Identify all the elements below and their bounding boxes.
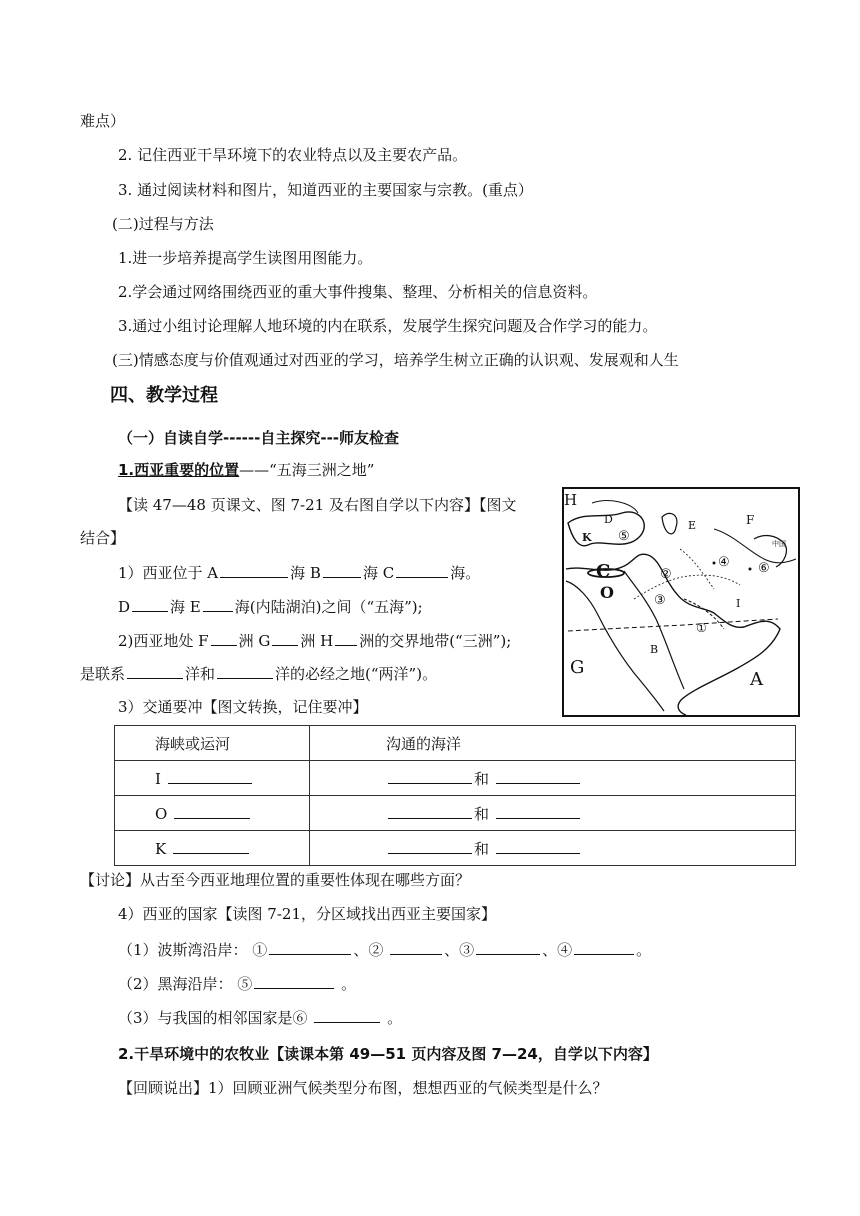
q-text: 。 [341,975,357,993]
text-line: 难点） [80,112,126,130]
section-heading: 四、教学过程 [110,385,218,406]
answer-blank[interactable] [254,974,334,989]
strait-name: I [155,769,161,788]
table-row [115,831,796,866]
text-line: 1.进一步培养提高学生读图用图能力。 [118,249,373,267]
answer-blank[interactable] [388,804,472,819]
question-line [118,563,480,583]
map-label-K: K [582,531,592,544]
question-line [118,631,511,651]
answer-blank[interactable] [390,940,442,955]
answer-blank[interactable] [323,563,361,578]
and-text: 和 [474,804,490,823]
text-line: 2. 记住西亚干旱环境下的农业特点以及主要农产品。 [118,146,468,164]
map-label-O: O [600,583,614,602]
topic-heading [118,1044,658,1064]
answer-blank[interactable] [132,597,168,612]
map-label-D: D [604,513,613,526]
map-number-2: ② [660,567,672,582]
map-label-E: E [688,519,697,532]
straits-table [114,725,796,866]
answer-blank[interactable] [496,769,580,784]
map-label-A: A [750,669,763,690]
answer-blank[interactable] [476,940,540,955]
q-text: 2)西亚地处 F [118,632,209,650]
table-header: 海峡或运河 [115,726,310,761]
text-line: (二)过程与方法 [112,215,214,233]
answer-blank[interactable] [314,1008,380,1023]
q-text: 海 E [170,598,201,616]
map-number-1: ① [696,621,707,635]
answer-blank[interactable] [211,631,237,646]
strait-name: O [155,804,168,823]
answer-blank[interactable] [220,563,288,578]
answer-blank[interactable] [269,940,351,955]
q-text: （3）与我国的相邻国家是⑥ [118,1009,308,1027]
answer-blank[interactable] [127,664,183,679]
text-line: 结合】 [80,529,126,547]
strait-name: K [155,839,167,858]
answer-blank[interactable] [388,839,472,854]
answer-blank[interactable] [168,769,252,784]
q-text: 。 [387,1009,403,1027]
topic-heading [118,460,374,480]
answer-blank[interactable] [217,664,273,679]
answer-blank[interactable] [496,804,580,819]
topic-subtitle: 【读课本第 49—51 页内容及图 7—24，自学以下内容】 [269,1045,658,1063]
question-line [118,597,423,617]
question-line [118,1008,402,1028]
q-text: 洋的必经之地(“两洋”)。 [275,665,438,683]
text-line: 【回顾说出】1）回顾亚洲气候类型分布图，想想西亚的气候类型是什么？ [118,1079,608,1097]
text-line: 2.学会通过网络围绕西亚的重大事件搜集、整理、分析相关的信息资料。 [118,283,598,301]
text-line: 3. 通过阅读材料和图片，知道西亚的主要国家与宗教。(重点） [118,181,533,199]
answer-blank[interactable] [174,804,250,819]
answer-blank[interactable] [396,563,448,578]
text-line: 【读 47—48 页课文、图 7-21 及右图自学以下内容】【图文 [118,496,517,514]
answer-blank[interactable] [173,839,249,854]
map-number-4: ④ [718,555,730,570]
q-text: 海 C [362,564,395,582]
text-line: 【讨论】从古至今西亚地理位置的重要性体现在哪些方面？ [80,871,471,889]
text-line: (三)情感态度与价值观通过对西亚的学习，培养学生树立正确的认识观、发展观和人生 [112,351,679,369]
answer-blank[interactable] [203,597,233,612]
map-label-G: G [570,657,585,678]
topic-subtitle: ——“五海三洲之地” [239,461,375,479]
topic-title: 1.西亚重要的位置 [118,461,240,479]
and-text: 和 [474,769,490,788]
question-line [118,974,356,994]
answer-blank[interactable] [272,631,298,646]
map-label-F: F [746,513,755,527]
text-line: 3）交通要冲【图文转换，记住要冲】 [118,698,368,716]
q-text: 。 [636,941,652,959]
map-label-B: B [650,643,659,656]
q-text: 是联系 [80,665,126,683]
q-text: 洲的交界地带(“三洲”); [359,632,512,650]
map-number-6: ⑥ [758,561,770,576]
answer-blank[interactable] [388,769,472,784]
q-text: 海。 [450,564,481,582]
q-text: （2）黑海沿岸： ⑤ [118,975,253,993]
q-text: 洲 G [238,632,271,650]
question-line [118,940,651,960]
q-text: 海 B [290,564,321,582]
table-row [115,761,796,796]
answer-blank[interactable] [496,839,580,854]
map-label-china: 中国 [772,540,786,548]
q-text: 、④ [542,941,573,959]
subsection-heading: （一）自读自学------自主探究---师友检查 [118,429,400,447]
q-text: 海(内陆湖泊)之间（“五海”); [234,598,423,616]
table-row [115,796,796,831]
map-number-5: ⑤ [618,529,630,544]
q-text: 、② [353,941,384,959]
q-text: 、③ [444,941,475,959]
topic-title: 2.干旱环境中的农牧业 [118,1045,270,1063]
table-header: 沟通的海洋 [310,726,796,761]
text-line: 4）西亚的国家【读图 7-21，分区域找出西亚主要国家】 [118,905,497,923]
table-header-row [115,726,796,761]
text-line: 3.通过小组讨论理解人地环境的内在联系，发展学生探究问题及合作学习的能力。 [118,317,658,335]
q-text: （1）波斯湾沿岸： ① [118,941,268,959]
and-text: 和 [474,839,490,858]
q-text: D [118,598,131,616]
answer-blank[interactable] [335,631,357,646]
map-label-C: C [596,561,611,582]
west-asia-map [562,487,800,717]
map-number-3: ③ [654,593,666,608]
map-label-H: H [564,491,578,509]
q-text: 洲 H [300,632,334,650]
map-label-I: I [736,597,741,610]
q-text: 洋和 [185,665,216,683]
q-text: 1）西亚位于 A [118,564,219,582]
question-line [80,664,437,684]
answer-blank[interactable] [574,940,634,955]
